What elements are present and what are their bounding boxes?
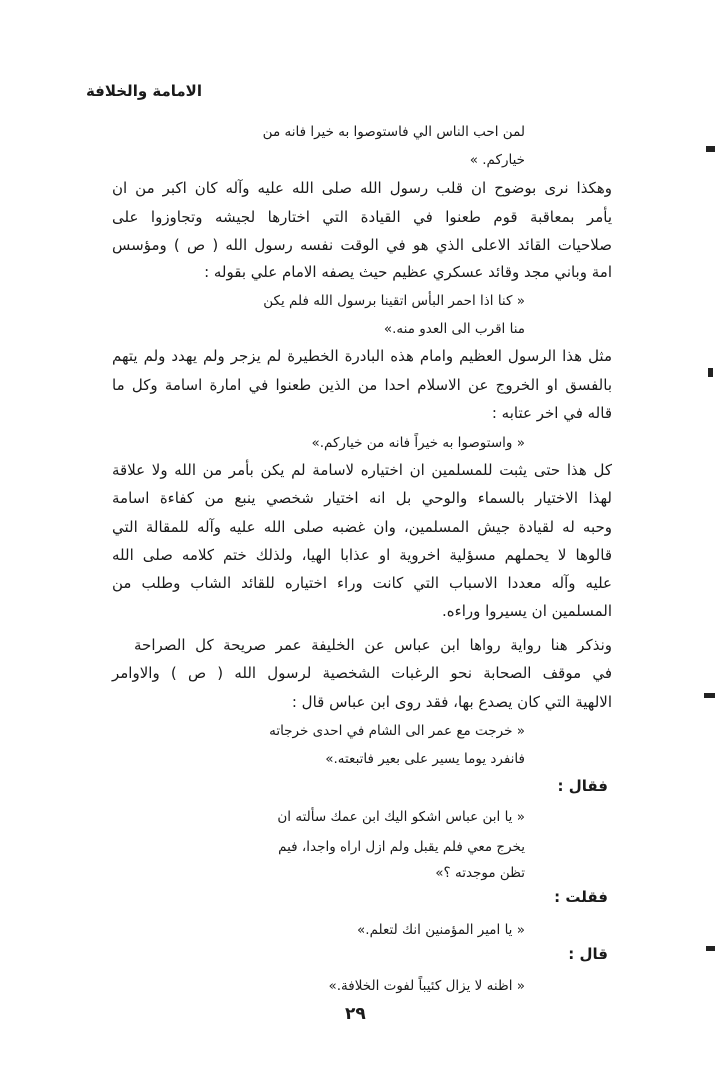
- quote-line: « يا امير المؤمنين انك لتعلم.»: [357, 922, 525, 938]
- body-line: مثل هذا الرسول العظيم وامام هذه البادرة الخطيرة لم يزجر ولم يهدد ولم يتهم: [112, 347, 612, 365]
- body-line: الالهية التي كان يصدع بها، فقد روى ابن عباس قال :: [291, 693, 612, 711]
- body-line: كل هذا حتى يثبت للمسلمين ان اختياره لاسامة لم يكن بأمر من الله ولا علاقة: [112, 461, 612, 479]
- quote-line: تظن موجدته ؟»: [435, 865, 525, 881]
- dialogue-label: فقلت :: [554, 888, 608, 906]
- body-line: وحبه له لقيادة جيش المسلمين، وان غضبه صلى الله عليه وآله للمقالة التي: [112, 518, 612, 536]
- quote-line: « خرجت مع عمر الى الشام في احدى خرجاته: [269, 723, 525, 739]
- quote-line: لمن احب الناس الي فاستوصوا به خيرا فانه من: [262, 124, 525, 140]
- body-line: في موقف الصحابة نحو الرغبات الشخصية لرسول الله ( ص ) والاوامر: [112, 664, 612, 682]
- body-line: وهكذا نرى بوضوح ان قلب رسول الله صلى الله عليه وآله كان اكبر من ان: [112, 179, 612, 197]
- body-line: بالفسق او الخروج عن الاسلام احدا من الذين طعنوا في امارة اسامة وكل ما: [112, 376, 612, 394]
- page-number: ٢٩: [345, 1004, 366, 1024]
- scan-mark: [706, 146, 715, 152]
- quote-line: « كنا اذا احمر البأس اتقينا برسول الله فلم يكن: [263, 293, 525, 309]
- quote-line: يخرج معي فلم يقبل ولم ازل اراه واجدا، فيم: [278, 839, 525, 855]
- scan-mark: [706, 946, 715, 951]
- body-line: يأمر بمعاقبة قوم طعنوا في القيادة التي اختارها لجيشه وتجاوزوا على: [112, 208, 612, 226]
- body-line: صلاحيات القائد الاعلى الذي هو في الوقت نفسه رسول الله ( ص ) ومؤسس: [112, 236, 612, 254]
- dialogue-label: قال :: [568, 945, 608, 963]
- body-line: المسلمين ان يسيروا وراءه.: [442, 602, 612, 620]
- body-line: قالوها لا يحملهم مسؤلية اخروية او عذابا الهيا، ولذلك ختم كلامه صلى الله: [112, 546, 612, 564]
- quote-line: خياركم. »: [469, 152, 525, 168]
- dialogue-label: فقال :: [557, 777, 608, 795]
- quote-line: « واستوصوا به خيراً فانه من خياركم.»: [311, 435, 525, 451]
- quote-line: منا اقرب الى العدو منه.»: [383, 321, 525, 337]
- body-line: ونذكر هنا رواية رواها ابن عباس عن الخليفة عمر صريحة كل الصراحة: [134, 636, 612, 654]
- quote-line: فانفرد يوما يسير على بعير فاتبعته.»: [325, 751, 525, 767]
- body-line: لهذا الاختيار بالسماء والوحي بل انه اختيار شخصي ينبع من كفاءة اسامة: [112, 489, 612, 507]
- scan-mark: [708, 368, 713, 377]
- body-line: امة وباني مجد وقائد عسكري عظيم حيث يصفه الامام علي بقوله :: [204, 263, 612, 281]
- quote-line: « اظنه لا يزال كئيباً لفوت الخلافة.»: [328, 978, 525, 994]
- running-header: الامامة والخلافة: [85, 82, 202, 100]
- body-line: عليه وآله معددا الاسباب التي كانت وراء اختياره للقائد الشاب وطلب من: [112, 574, 612, 592]
- body-line: قاله في اخر عتابه :: [491, 404, 612, 422]
- scan-mark: [704, 693, 715, 698]
- quote-line: « يا ابن عباس اشكو اليك ابن عمك سألته ان: [277, 809, 525, 825]
